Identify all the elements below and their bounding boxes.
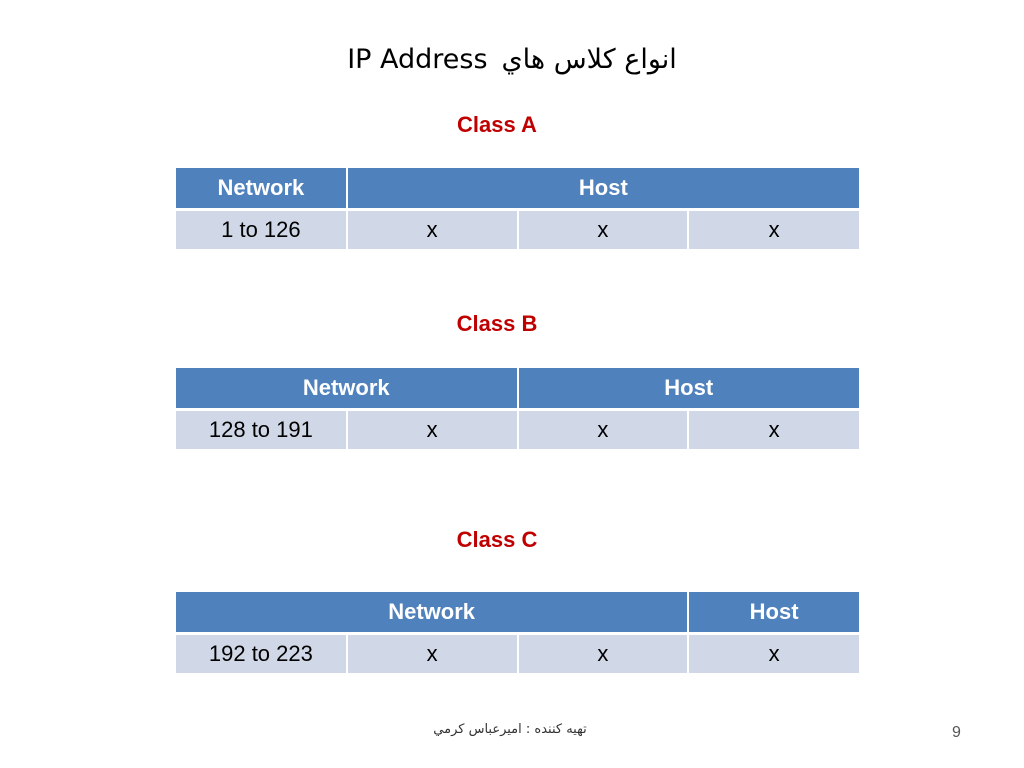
octet-cell: x	[347, 410, 518, 450]
octet-cell: x	[688, 410, 859, 450]
network-header: Network	[176, 368, 518, 410]
octet-cell: x	[347, 210, 518, 250]
class-c-label: Class C	[456, 527, 538, 552]
host-header: Host	[518, 368, 860, 410]
octet-cell: x	[518, 634, 689, 674]
class-a-label: Class A	[457, 112, 537, 137]
octet-cell: x	[518, 410, 689, 450]
octet-cell: x	[347, 634, 518, 674]
octet-cell: x	[688, 634, 859, 674]
host-header: Host	[688, 592, 859, 634]
network-range-cell: 192 to 223	[176, 634, 347, 674]
table-header-row	[176, 168, 859, 210]
class-a-table	[176, 168, 859, 249]
table-row	[176, 410, 859, 450]
table-row	[176, 210, 859, 250]
class-c-table	[176, 592, 859, 673]
slide-title	[0, 44, 1024, 75]
slide-footer: تهيه کننده : اميرعباس کرمي	[433, 722, 587, 737]
table-header-row	[176, 368, 859, 410]
network-header: Network	[176, 168, 347, 210]
class-b-table	[176, 368, 859, 449]
page-number: 9	[952, 724, 961, 741]
octet-cell: x	[518, 210, 689, 250]
host-header: Host	[347, 168, 859, 210]
network-range-cell: 1 to 126	[176, 210, 347, 250]
class-b-label: Class B	[456, 311, 538, 336]
title-persian: انواع کلاس هاي	[501, 44, 677, 75]
table-header-row	[176, 592, 859, 634]
network-header: Network	[176, 592, 688, 634]
table-row	[176, 634, 859, 674]
network-range-cell: 128 to 191	[176, 410, 347, 450]
octet-cell: x	[688, 210, 859, 250]
title-english: IP Address	[347, 44, 488, 75]
